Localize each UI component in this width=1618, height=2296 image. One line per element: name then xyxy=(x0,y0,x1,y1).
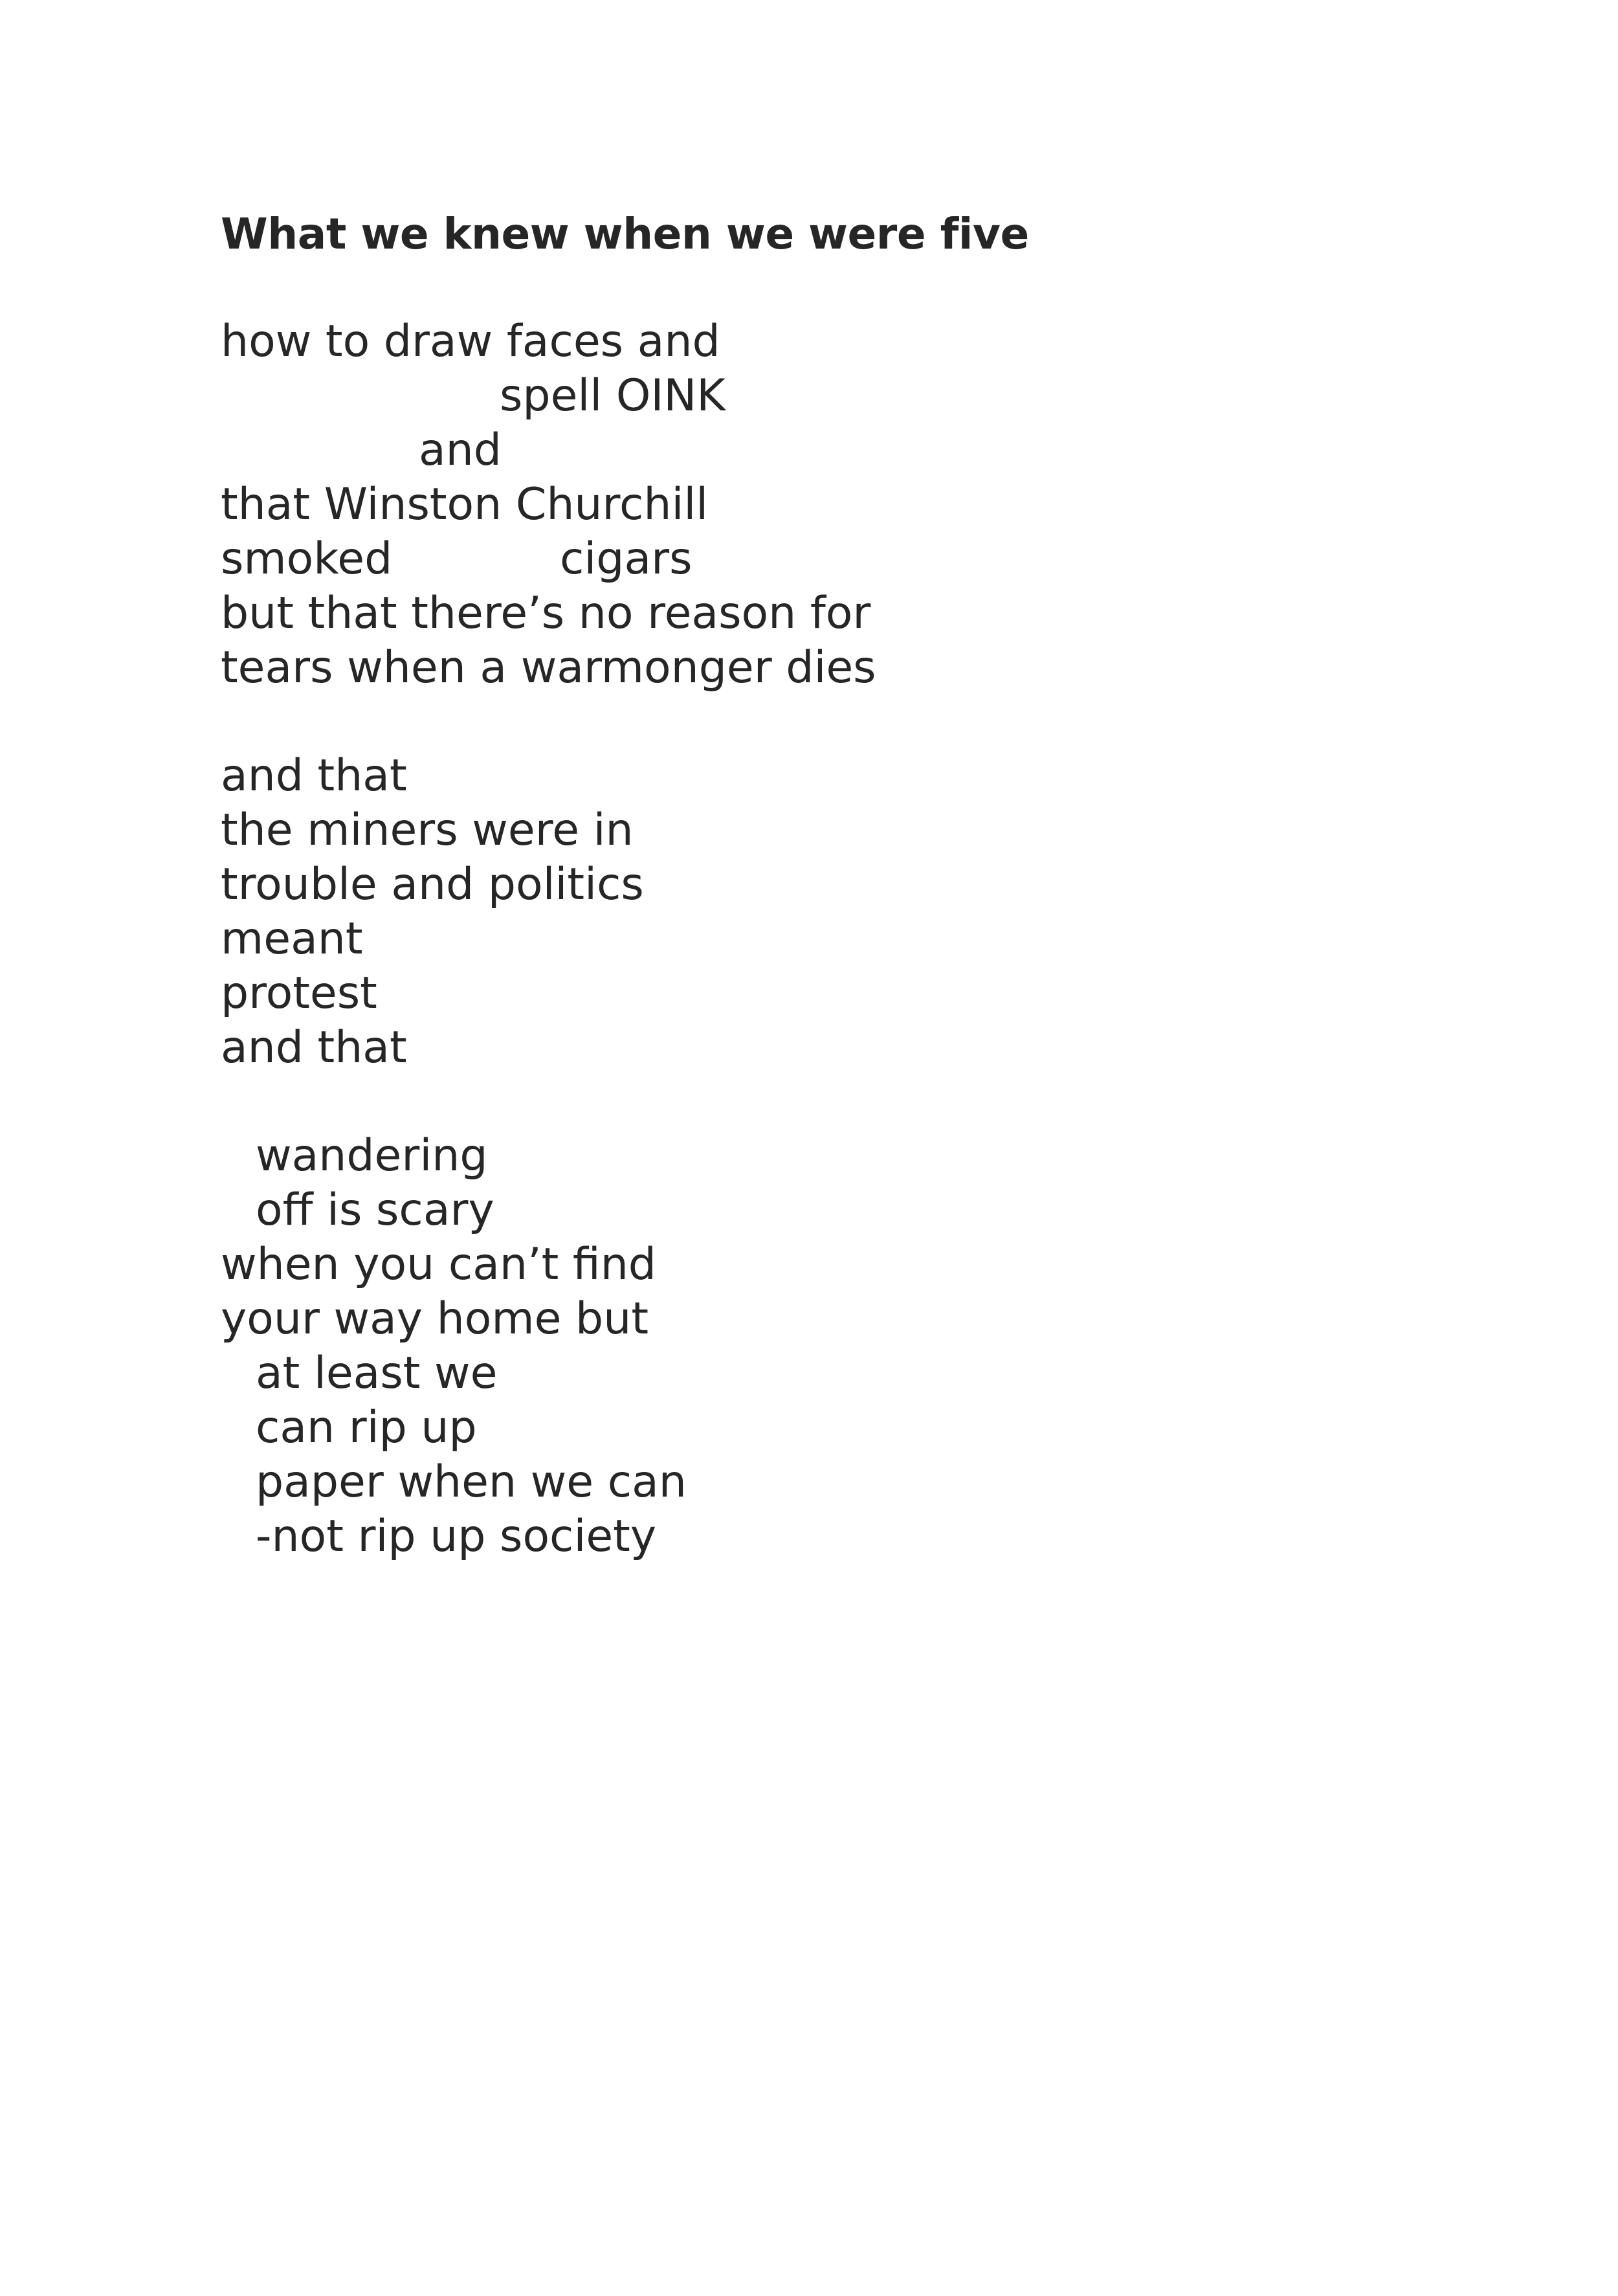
poem-line-text: trouble and politics xyxy=(221,859,644,910)
poem-line-text: cigars xyxy=(560,533,693,585)
poem-line xyxy=(221,532,1029,586)
poem-line xyxy=(221,1183,1029,1238)
poem-line xyxy=(221,749,1029,803)
poem-line xyxy=(221,641,1029,695)
poem-line-text: meant xyxy=(221,913,363,964)
poem-line-text: and that xyxy=(221,1022,407,1073)
poem-line-text: and xyxy=(419,425,502,476)
poem-line-text: that Winston Churchill xyxy=(221,479,709,530)
poem-line-text: and that xyxy=(221,750,407,801)
poem-title: What we knew when we were five xyxy=(221,209,1029,259)
poem-line-text: can rip up xyxy=(256,1402,477,1453)
poem-line-text: your way home but xyxy=(221,1293,648,1344)
poem-line-text: protest xyxy=(221,968,377,1019)
stanza-1 xyxy=(221,315,1029,695)
poem-line xyxy=(221,1129,1029,1183)
poem-line-text: when you can’t find xyxy=(221,1239,656,1290)
poem-line xyxy=(221,1455,1029,1510)
poem-line xyxy=(221,966,1029,1021)
poem-line xyxy=(221,586,1029,641)
poem-line-text: how to draw faces and xyxy=(221,316,720,367)
stanza-3 xyxy=(221,1129,1029,1564)
poem-line xyxy=(221,423,1029,478)
poem-line-text: off is scary xyxy=(256,1185,494,1236)
poem xyxy=(221,207,1029,1564)
poem-line xyxy=(221,912,1029,966)
poem-line xyxy=(221,858,1029,912)
poem-line-text: wandering xyxy=(256,1130,488,1181)
poem-line xyxy=(221,803,1029,858)
poem-line-text: tears when a warmonger dies xyxy=(221,642,876,693)
poem-line xyxy=(221,1510,1029,1564)
poem-line xyxy=(221,1021,1029,1075)
poem-line xyxy=(221,1346,1029,1401)
poem-line-text: but that there’s no reason for xyxy=(221,588,871,639)
poem-line xyxy=(221,1292,1029,1346)
poem-line-text: spell OINK xyxy=(500,370,726,421)
stanza-2 xyxy=(221,749,1029,1075)
poem-line xyxy=(221,478,1029,532)
poem-line-text: smoked xyxy=(221,533,393,585)
poem-line-text: paper when we can xyxy=(256,1456,687,1508)
poem-line xyxy=(221,1401,1029,1455)
poem-line-text: -not rip up society xyxy=(256,1511,657,1562)
poem-line xyxy=(221,315,1029,369)
poem-line-text: at least we xyxy=(256,1348,498,1399)
poem-line-text: the miners were in xyxy=(221,805,634,856)
poem-line xyxy=(221,1238,1029,1292)
poem-line xyxy=(221,369,1029,423)
